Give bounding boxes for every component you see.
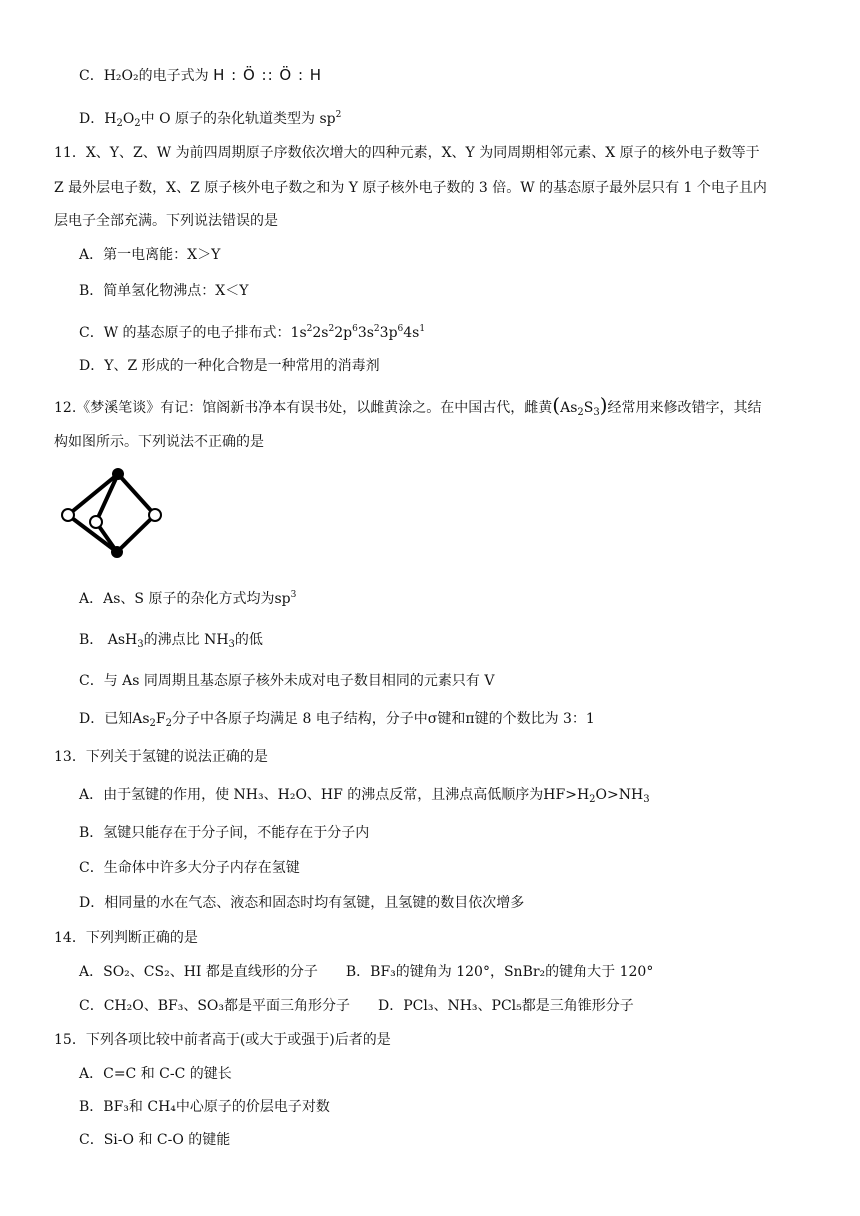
q12-stem-line2: 构如图所示。下列说法不正确的是 <box>54 434 264 450</box>
q10-d-part2: O <box>122 111 135 127</box>
q11-option-b: B．简单氢化物沸点：X＜Y <box>79 283 249 299</box>
q15-option-a: A．C=C 和 C-C 的键长 <box>79 1066 232 1082</box>
q10-option-c-text: C．H₂O₂的电子式为 <box>79 68 209 84</box>
q14-stem: 14．下列判断正确的是 <box>54 930 198 946</box>
q12-option-a: A．As、S 原子的杂化方式均为$sp^3$ <box>79 590 297 607</box>
q13-a-part2: O>NH <box>595 787 644 803</box>
q10-option-c <box>79 65 322 86</box>
q12-option-b: B． AsH$_3$的沸点比 $NH_3$的低 <box>79 632 263 650</box>
q13-option-d: D．相同量的水在气态、液态和固态时均有氢键，且氢键的数目依次增多 <box>79 895 525 911</box>
q15-stem: 15．下列各项比较中前者高于(或大于或强于)后者的是 <box>54 1032 391 1048</box>
q11-stem-line2: Z 最外层电子数，X、Z 原子核外电子数之和为 Y 原子核外电子数的 3 倍。W 的基态原子最外层只有 1 个电子且内 <box>54 180 767 196</box>
q11-option-c: C．W 的基态原子的电子排布式：$1s^22s^22p^63s^23p^64s^1$ <box>79 324 426 341</box>
q13-a-part1: A．由于氢键的作用，使 NH₃、H₂O、HF 的沸点反常，且沸点高低顺序为HF>H <box>79 787 590 803</box>
q15-option-c: C．Si-O 和 C-O 的键能 <box>79 1132 231 1148</box>
q11-option-a: A．第一电离能：X＞Y <box>79 247 221 263</box>
q14-options-ab: A．SO₂、CS₂、HI 都是直线形的分子 B．BF₃的键角为 120°，SnBr₂的键角大于 120° <box>79 964 654 980</box>
q12-stem-part1: 12.《梦溪笔谈》有记：馆阁新书净本有误书处，以雌黄涂之。在中国古代，雌黄 <box>54 400 553 416</box>
q14-options-cd: C．CH₂O、BF₃、SO₃都是平面三角形分子 D．PCl₃、NH₃、PCl₅都是三角锥形分子 <box>79 998 634 1014</box>
q12-option-d: D．已知$As_2F_2$分子中各原子均满足 8 电子结构，分子中σ键和π键的个数比为 3：1 <box>79 711 595 729</box>
q12-option-c: C．与 As 同周期且基态原子核外未成对电子数目相同的元素只有 V <box>79 673 495 689</box>
q13-stem: 13．下列关于氢键的说法正确的是 <box>54 749 268 765</box>
q11-c-text: C．W 的基态原子的电子排布式：1s <box>79 325 307 341</box>
q12-b-text: 的沸点比 NH <box>143 632 229 648</box>
h2o2-electron-formula: H : Ö :: Ö : H <box>213 66 323 84</box>
q11-stem-line1: 11．X、Y、Z、W 为前四周期原子序数依次增大的四种元素，X、Y 为同周期相邻元素、X 原子的核外电子数等于 <box>54 145 760 161</box>
as2s3-structure-diagram <box>56 466 168 560</box>
q13-option-b: B．氢键只能存在于分子间，不能存在于分子内 <box>79 825 370 841</box>
q10-d-part1: D．H <box>79 111 117 127</box>
q12-a-text: A．As、S 原子的杂化方式均为sp <box>79 591 291 607</box>
q13-option-a: A．由于氢键的作用，使 NH₃、H₂O、HF 的沸点反常，且沸点高低顺序为$HF>H_2O>NH_3$ <box>79 787 650 805</box>
q12-stem-line1: 12.《梦溪笔谈》有记：馆阁新书净本有误书处，以雌黄涂之。在中国古代，雌黄$(As_2S_3)$经常用来修改错字，其结 <box>54 393 762 418</box>
q11-stem-line3: 层电子全部充满。下列说法错误的是 <box>54 213 278 229</box>
q12-stem-part2: 经常用来修改错字，其结 <box>607 400 762 416</box>
q10-option-d: D．$H_2O_2$中 O 原子的杂化轨道类型为 $sp^2$ <box>79 110 342 129</box>
q11-option-d: D．Y、Z 形成的一种化合物是一种常用的消毒剂 <box>79 358 380 374</box>
q15-option-b: B．BF₃和 CH₄中心原子的价层电子对数 <box>79 1099 330 1115</box>
q13-option-c: C．生命体中许多大分子内存在氢键 <box>79 860 300 876</box>
q12-b-end: 的低 <box>234 632 263 648</box>
q10-d-part3: 中 O 原子的杂化轨道类型为 sp <box>140 111 336 127</box>
q12-d-part1: D．已知As <box>79 711 150 727</box>
q12-d-part2: 分子中各原子均满足 8 电子结构，分子中σ键和π键的个数比为 3：1 <box>172 711 595 727</box>
